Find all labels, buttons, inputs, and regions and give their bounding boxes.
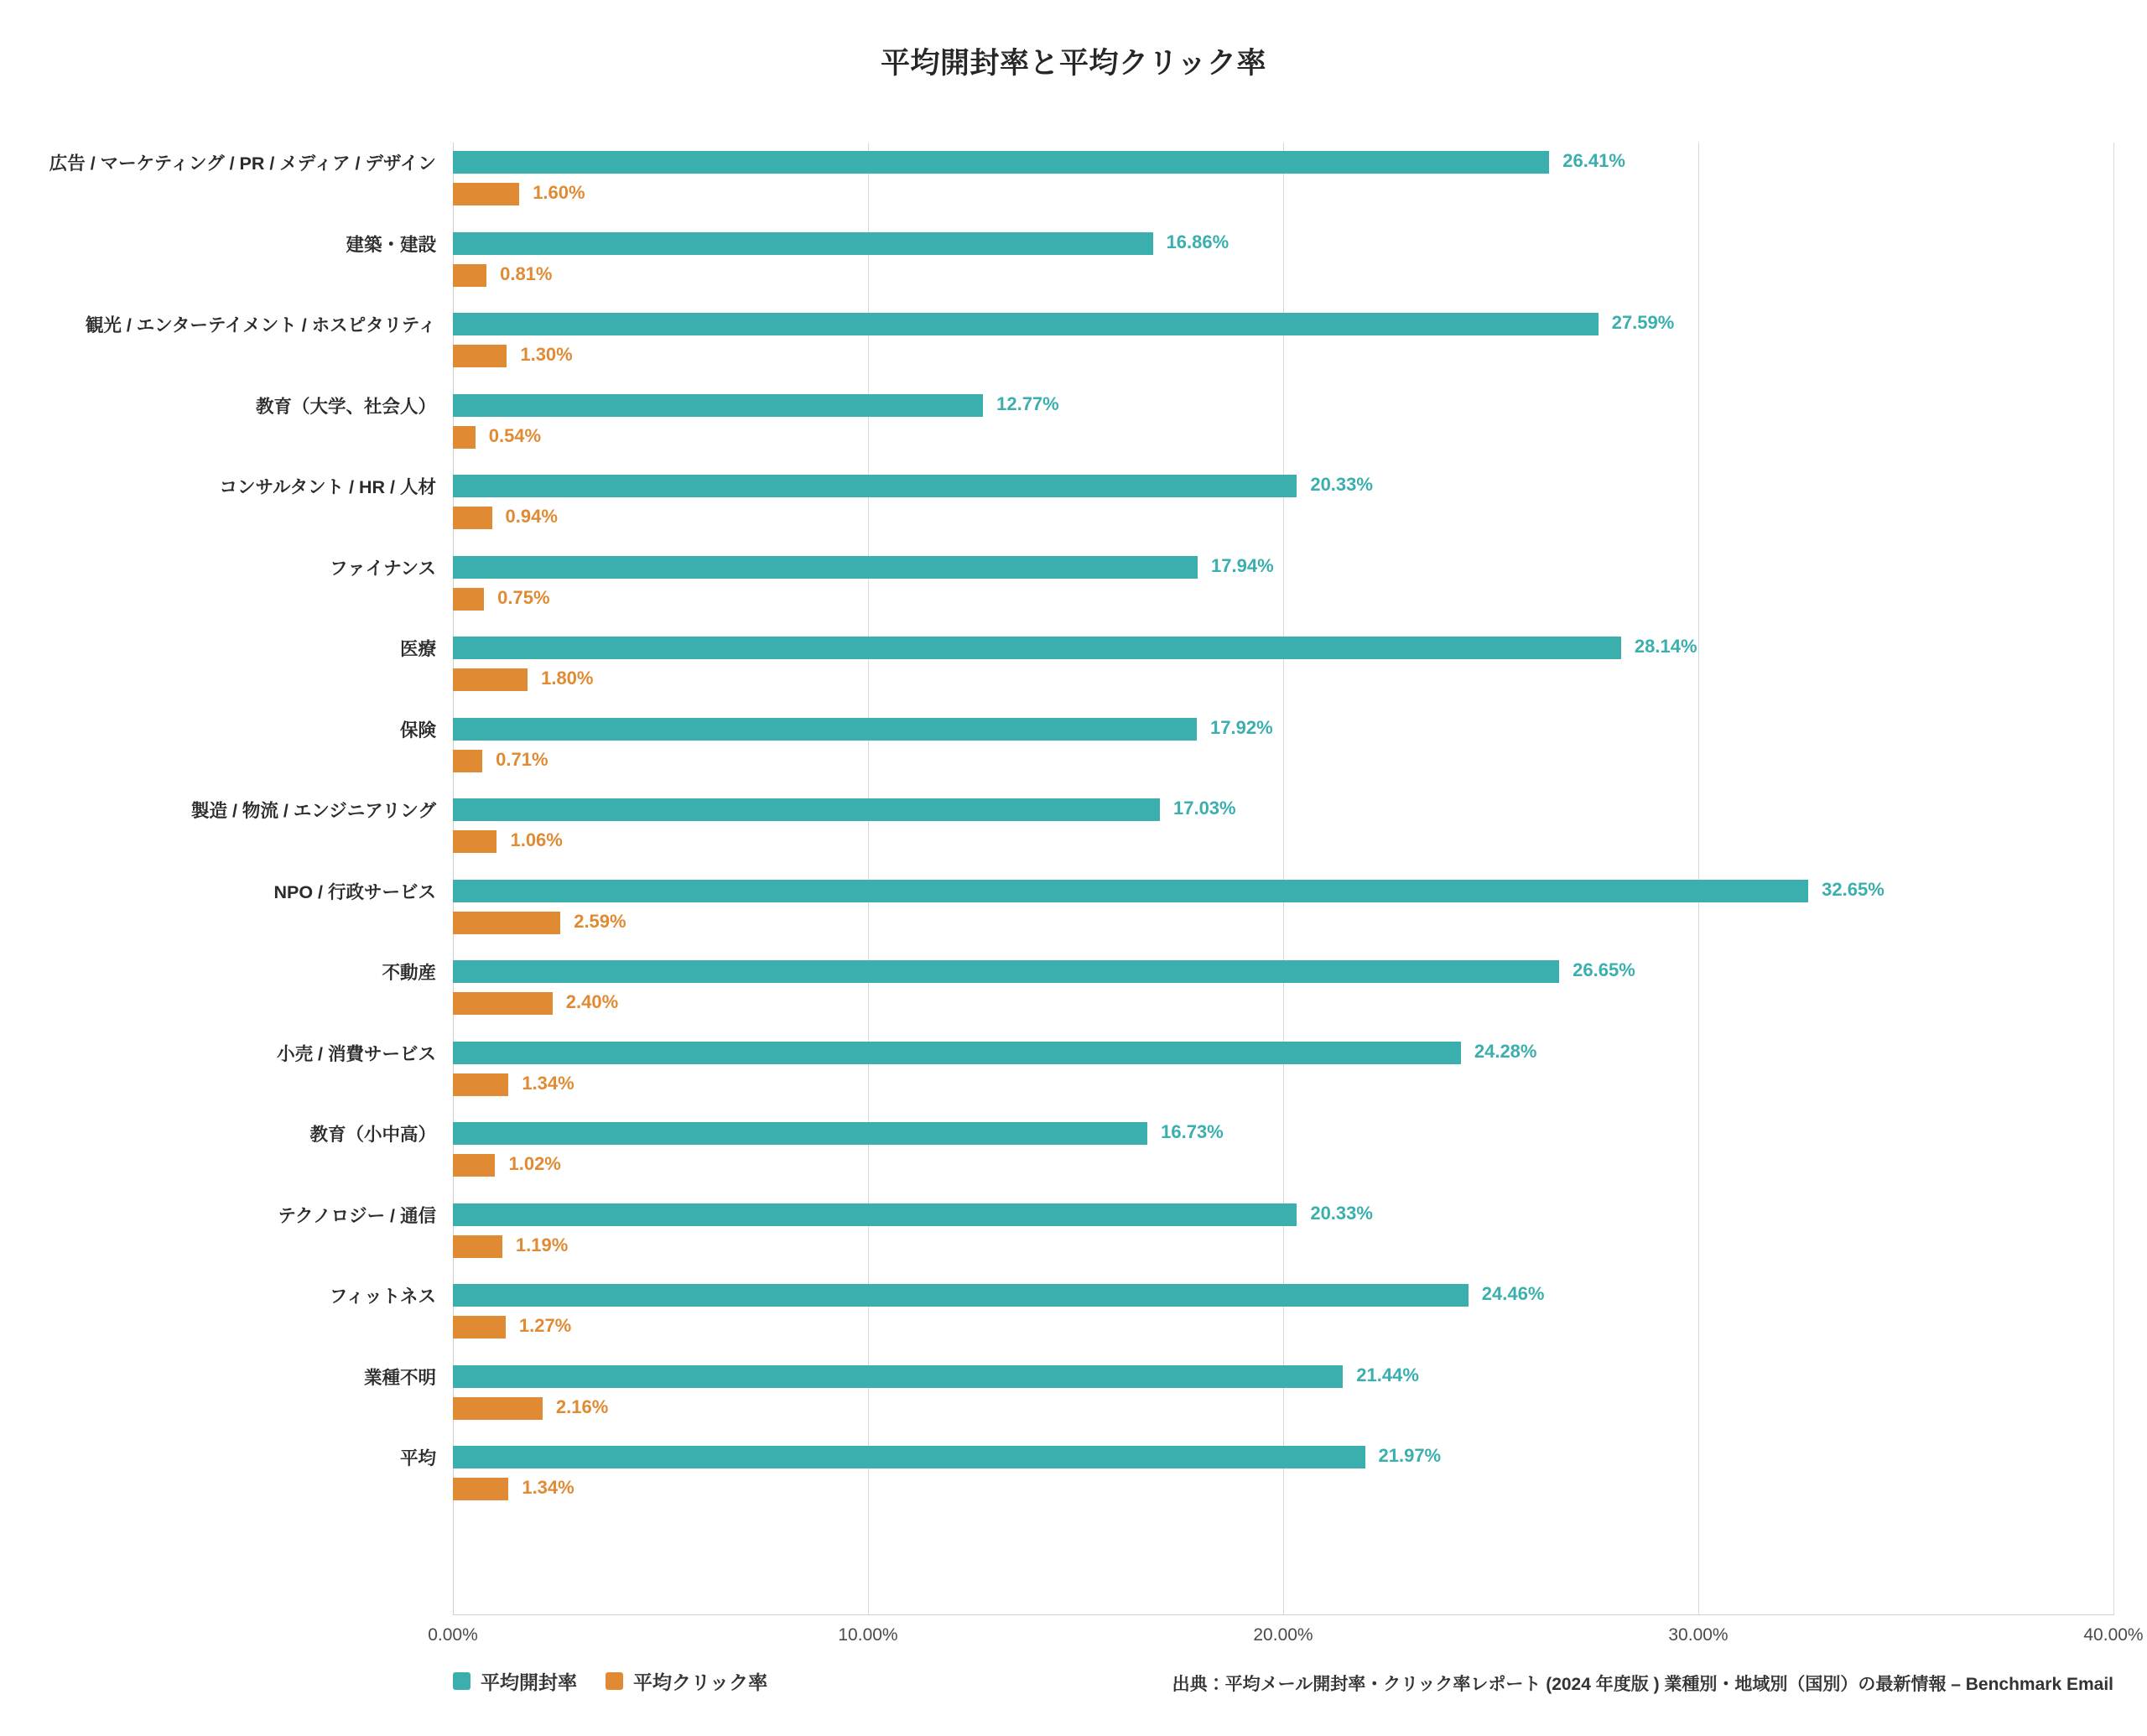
- bar-open-rate: [453, 1284, 1469, 1307]
- bar-open-rate: [453, 1122, 1147, 1145]
- bar-value-click-rate: 2.40%: [565, 991, 619, 1012]
- bar-value-open-rate: 16.86%: [1166, 231, 1229, 252]
- bar-open-rate: [453, 556, 1198, 579]
- bar-open-rate: [453, 960, 1559, 983]
- bar-value-click-rate: 1.02%: [508, 1153, 561, 1174]
- bar-value-click-rate: 0.81%: [500, 262, 553, 284]
- bar-click-rate: [453, 912, 560, 934]
- bar-click-rate: [453, 183, 519, 205]
- chart-row: [0, 1195, 2147, 1276]
- chart-row: [0, 628, 2147, 709]
- x-tick-label: 10.00%: [838, 1625, 898, 1645]
- category-label: 教育（小中高）: [309, 1125, 436, 1145]
- bar-open-rate: [453, 798, 1160, 821]
- bar-value-click-rate: 1.19%: [515, 1234, 569, 1255]
- chart-legend: [453, 1667, 767, 1695]
- x-tick-label: 20.00%: [1253, 1625, 1313, 1645]
- chart-row: [0, 1033, 2147, 1115]
- legend-label: 平均クリック率: [633, 1671, 768, 1693]
- bar-click-rate: [453, 1073, 508, 1096]
- bar-value-click-rate: 0.54%: [488, 424, 542, 446]
- bar-value-open-rate: 16.73%: [1161, 1121, 1224, 1142]
- category-label: 保険: [399, 720, 436, 741]
- source-note: 出典：平均メール開封率・クリック率レポート (2024 年度版 ) 業種別・地域別（国別）の最新情報 – Benchmark Email: [1172, 1675, 2113, 1694]
- chart-row: [0, 143, 2147, 224]
- bar-value-click-rate: 1.80%: [541, 668, 594, 689]
- bar-value-click-rate: 2.16%: [555, 1396, 609, 1417]
- row-bars: [453, 790, 2113, 871]
- bar-value-open-rate: 17.03%: [1172, 798, 1236, 819]
- bar-click-rate: [453, 1397, 543, 1420]
- bar-click-rate: [453, 830, 496, 853]
- row-bars: [453, 304, 2113, 386]
- category-label: 教育（大学、社会人）: [255, 396, 436, 417]
- bar-click-rate: [453, 588, 484, 611]
- bar-open-rate: [453, 475, 1297, 497]
- bar-open-rate: [453, 637, 1621, 659]
- bar-value-open-rate: 26.65%: [1573, 959, 1635, 980]
- bar-value-click-rate: 0.71%: [496, 748, 548, 770]
- bar-value-open-rate: 12.77%: [996, 392, 1059, 414]
- row-bars: [453, 871, 2113, 953]
- row-bars: [453, 1276, 2113, 1357]
- plot-area: [0, 134, 2147, 1645]
- row-bars: [453, 466, 2113, 548]
- bar-open-rate: [453, 880, 1808, 902]
- category-label: 業種不明: [363, 1367, 436, 1388]
- row-bars: [453, 1033, 2113, 1115]
- row-bars: [453, 1114, 2113, 1195]
- bar-value-click-rate: 1.34%: [522, 1477, 574, 1498]
- bar-click-rate: [453, 1154, 495, 1177]
- bar-value-open-rate: 17.92%: [1210, 716, 1273, 738]
- bar-open-rate: [453, 1042, 1461, 1064]
- category-label: コンサルタント / HR / 人材: [219, 477, 436, 497]
- legend-swatch-icon: [453, 1672, 470, 1690]
- bar-click-rate: [453, 992, 553, 1015]
- bar-open-rate: [453, 1203, 1297, 1226]
- chart-row: [0, 871, 2147, 953]
- chart-row: [0, 790, 2147, 871]
- bar-open-rate: [453, 1446, 1365, 1468]
- x-tick-label: 40.00%: [2083, 1625, 2144, 1645]
- bar-value-open-rate: 21.97%: [1378, 1445, 1442, 1466]
- bar-value-click-rate: 1.34%: [522, 1072, 574, 1094]
- bar-value-open-rate: 20.33%: [1310, 474, 1373, 495]
- chart-row: [0, 952, 2147, 1033]
- bar-value-click-rate: 1.06%: [510, 829, 563, 850]
- bar-open-rate: [453, 151, 1549, 174]
- bar-click-rate: [453, 426, 476, 449]
- category-label: 平均: [399, 1448, 436, 1468]
- chart-row: [0, 224, 2147, 305]
- bar-click-rate: [453, 668, 528, 691]
- bar-value-open-rate: 26.41%: [1562, 150, 1625, 171]
- legend-item[interactable]: [606, 1667, 767, 1695]
- category-label: 不動産: [382, 963, 436, 983]
- bar-value-click-rate: 0.75%: [497, 586, 550, 608]
- bar-click-rate: [453, 750, 482, 772]
- bar-click-rate: [453, 1316, 506, 1338]
- bar-open-rate: [453, 718, 1197, 741]
- bar-value-open-rate: 24.46%: [1481, 1283, 1545, 1304]
- chart-row: [0, 548, 2147, 629]
- bar-value-open-rate: 20.33%: [1310, 1202, 1373, 1224]
- row-bars: [453, 1357, 2113, 1438]
- legend-label: 平均開封率: [481, 1671, 577, 1693]
- chart-row: [0, 1114, 2147, 1195]
- row-bars: [453, 1195, 2113, 1276]
- category-label: テクノロジー / 通信: [278, 1205, 436, 1226]
- bar-click-rate: [453, 345, 507, 367]
- row-bars: [453, 1437, 2113, 1519]
- chart-row: [0, 709, 2147, 791]
- category-label: 観光 / エンターテイメント / ホスピタリティ: [85, 315, 436, 335]
- row-bars: [453, 709, 2113, 791]
- bar-click-rate: [453, 1235, 502, 1258]
- bar-open-rate: [453, 1365, 1343, 1388]
- bar-open-rate: [453, 394, 983, 417]
- category-label: 製造 / 物流 / エンジニアリング: [190, 801, 436, 821]
- row-bars: [453, 143, 2113, 224]
- row-bars: [453, 548, 2113, 629]
- x-tick-label: 30.00%: [1668, 1625, 1729, 1645]
- row-bars: [453, 386, 2113, 467]
- x-tick-label: 0.00%: [428, 1625, 478, 1645]
- legend-swatch-icon: [606, 1672, 623, 1690]
- bar-rows: [0, 143, 2147, 1519]
- x-axis-line: [453, 1614, 2114, 1615]
- bar-value-click-rate: 2.59%: [574, 910, 626, 932]
- category-label: 医療: [399, 639, 436, 659]
- chart-row: [0, 1437, 2147, 1519]
- bar-value-open-rate: 28.14%: [1634, 636, 1697, 657]
- bar-value-open-rate: 27.59%: [1611, 312, 1675, 333]
- bar-open-rate: [453, 232, 1153, 255]
- category-label: フィットネス: [329, 1286, 436, 1307]
- bar-click-rate: [453, 1478, 508, 1500]
- page-title: 平均開封率と平均クリック率: [880, 47, 1267, 80]
- chart-row: [0, 1357, 2147, 1438]
- row-bars: [453, 224, 2113, 305]
- category-label: ファイナンス: [330, 558, 436, 579]
- bar-value-click-rate: 1.27%: [518, 1315, 572, 1336]
- bar-value-open-rate: 32.65%: [1822, 878, 1884, 900]
- bar-click-rate: [453, 507, 492, 529]
- row-bars: [453, 628, 2113, 709]
- bar-click-rate: [453, 264, 486, 287]
- bar-value-click-rate: 0.94%: [505, 506, 558, 527]
- bar-value-open-rate: 17.94%: [1211, 554, 1274, 576]
- category-label: NPO / 行政サービス: [273, 881, 436, 902]
- legend-item[interactable]: [453, 1667, 577, 1695]
- row-bars: [453, 952, 2113, 1033]
- category-label: 小売 / 消費サービス: [277, 1043, 436, 1064]
- category-label: 建築・建設: [346, 234, 436, 255]
- chart-row: [0, 1276, 2147, 1357]
- bar-value-open-rate: 24.28%: [1474, 1040, 1537, 1062]
- bar-value-click-rate: 1.60%: [533, 182, 585, 203]
- bar-value-click-rate: 1.30%: [520, 344, 573, 365]
- bar-open-rate: [453, 313, 1599, 335]
- category-label: 広告 / マーケティング / PR / メディア / デザイン: [49, 153, 436, 174]
- bar-value-open-rate: 21.44%: [1356, 1364, 1419, 1385]
- chart-row: [0, 386, 2147, 467]
- chart-row: [0, 304, 2147, 386]
- chart-row: [0, 466, 2147, 548]
